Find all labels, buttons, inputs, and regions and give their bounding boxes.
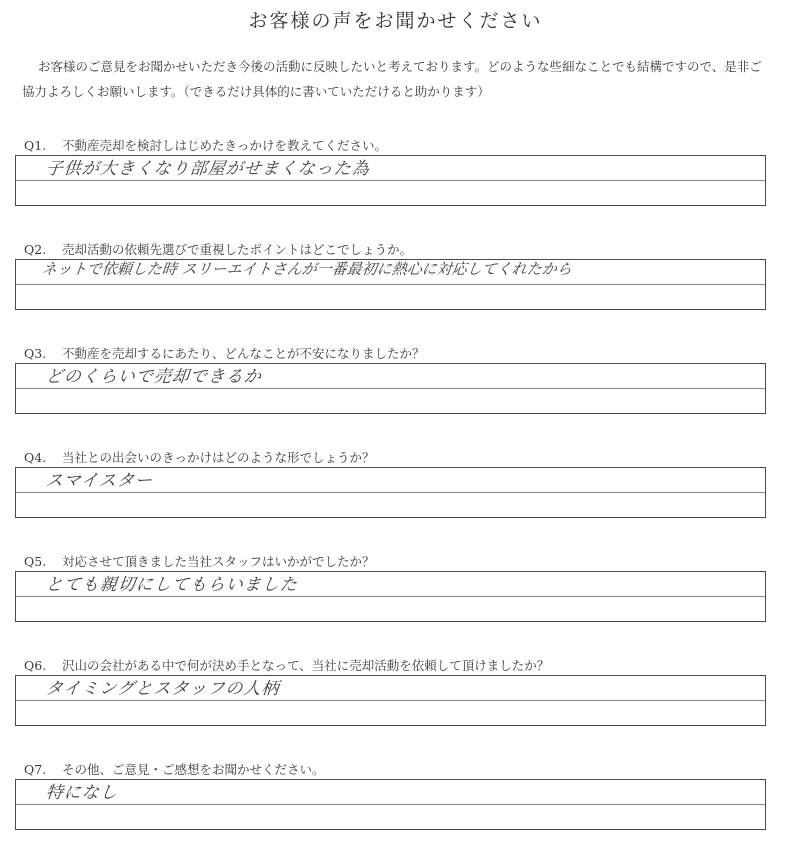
- question-3-label: Q3. 不動産を売却するにあたり、どんなことが不安になりましたか？: [24, 346, 425, 361]
- answer-5-handwriting: とても親切にしてもらいました: [44, 575, 299, 595]
- question-6-label: Q6. 沢山の会社がある中で何が決め手となって、当社に売却活動を依頼して頂けましたか？: [24, 658, 550, 673]
- question-5-label: Q5. 対応させて頂きました当社スタッフはいかがでしたか？: [24, 554, 375, 569]
- answer-6-box[interactable]: [15, 675, 766, 726]
- answer-4-handwriting: スマイスター: [44, 471, 154, 491]
- answer-1-box[interactable]: [15, 155, 766, 206]
- question-4-label: Q4. 当社との出会いのきっかけはどのような形でしょうか？: [24, 450, 375, 465]
- answer-7-box[interactable]: [15, 779, 766, 830]
- question-1-label: Q1. 不動産売却を検討しはじめたきっかけを教えてください。: [24, 138, 388, 153]
- intro-text: [22, 54, 774, 104]
- intro-body: お客様のご意見をお聞かせいただき今後の活動に反映したいと考えております。どのような些細なことでも結構ですので、是非ご協力よろしくお願いします。（できるだけ具体的に書いていただけると助かります）: [22, 59, 762, 99]
- question-2-label: Q2. 売却活動の依頼先選びで重視したポイントはどこでしょうか。: [24, 242, 413, 257]
- answer-2-box[interactable]: [15, 259, 766, 310]
- answer-6-handwriting: タイミングとスタッフの人柄: [44, 679, 281, 699]
- answer-2-handwriting: ネットで依頼した時 スリーエイトさんが一番最初に熱心に対応してくれたから: [41, 260, 573, 278]
- answer-3-box[interactable]: [15, 363, 766, 414]
- question-7-label: Q7. その他、ご意見・ご感想をお聞かせください。: [24, 762, 325, 777]
- answer-5-box[interactable]: [15, 571, 766, 622]
- answer-4-box[interactable]: [15, 467, 766, 518]
- page-title: お客様の声をお聞かせください: [248, 10, 543, 32]
- answer-1-handwriting: 子供が大きくなり部屋がせまくなった為: [44, 159, 371, 179]
- answer-3-handwriting: どのくらいで売却できるか: [44, 367, 263, 387]
- answer-7-handwriting: 特になし: [44, 783, 119, 803]
